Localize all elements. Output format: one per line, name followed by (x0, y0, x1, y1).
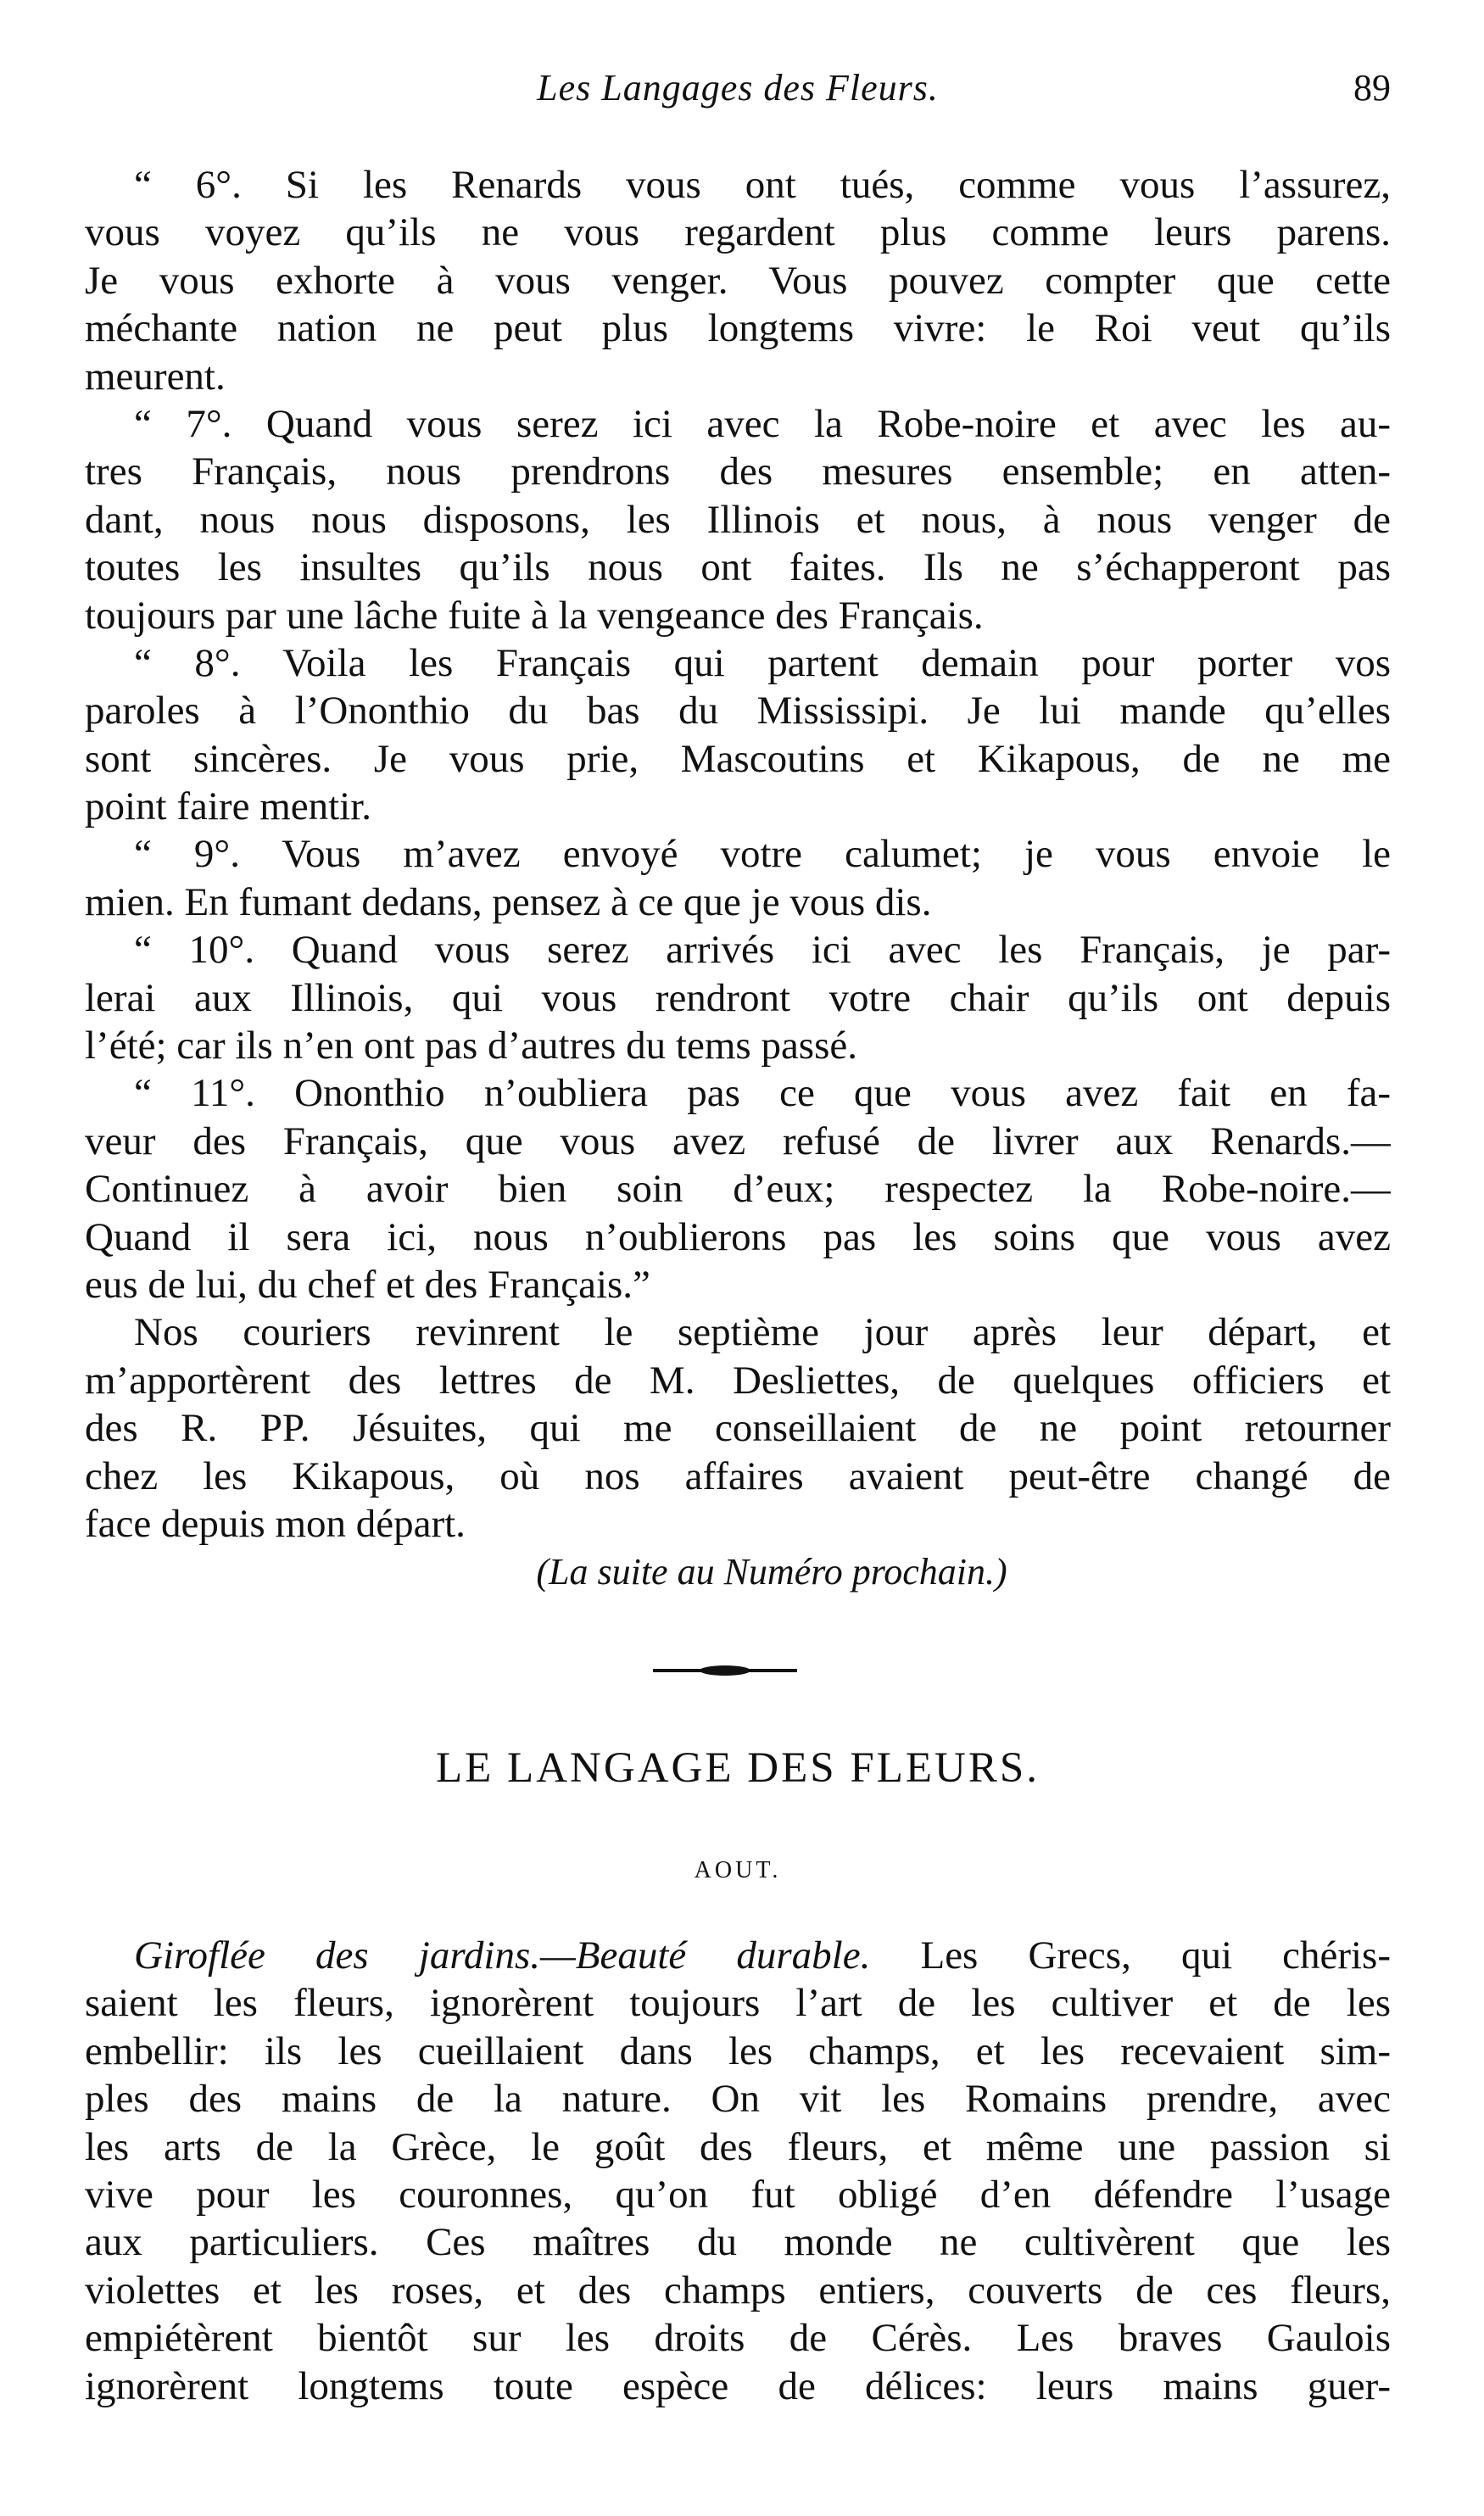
text-line: des R. PP. Jésuites, qui me conseillaient de ne point retourner (85, 1406, 1391, 1451)
text-line: Continuez à avoir bien soin d’eux; respectez la Robe-noire.— (85, 1167, 1391, 1212)
text-line: point faire mentir. (85, 784, 372, 829)
text-line: ignorèrent longtems toute espèce de délices: leurs mains guer- (85, 2363, 1391, 2408)
text-line: saient les fleurs, ignorèrent toujours l’art de les cultiver et de les (85, 1981, 1391, 2026)
text-line: eus de lui, du chef et des Français.” (85, 1262, 650, 1307)
text-line: aux particuliers. Ces maîtres du monde ne cultivèrent que les (85, 2220, 1391, 2265)
text-line: face depuis mon départ. (85, 1501, 466, 1546)
flower-heading: Giroflée des jardins.—Beauté durable. (134, 1933, 871, 1978)
text-line-rest: Les Grecs, qui chéris- (870, 1933, 1391, 1978)
text-line: paroles à l’Ononthio du bas du Mississipi. Je lui mande qu’elles (85, 689, 1391, 734)
text-line: toutes les insultes qu’ils nous ont faites. Ils ne s’échapperont pas (85, 545, 1391, 590)
text-line: vous voyez qu’ils ne vous regardent plus comme leurs parens. (85, 210, 1391, 255)
article-body-continued (85, 161, 1391, 1548)
text-line: veur des Français, que vous avez refusé de livrer aux Renards.— (85, 1119, 1391, 1163)
text-line: “ 7°. Quand vous serez ici avec la Robe-noire et avec les au- (134, 401, 1391, 446)
text-line: “ 10°. Quand vous serez arrivés ici avec les Français, je par- (134, 928, 1391, 973)
section-subtitle-month: AOUT. (694, 1857, 782, 1883)
text-line: mien. En fumant dedans, pensez à ce que je vous dis. (85, 879, 932, 924)
text-line: meurent. (85, 354, 226, 399)
section-title: LE LANGAGE DES FLEURS. (436, 1744, 1040, 1792)
text-line: “ 9°. Vous m’avez envoyé votre calumet; je vous envoie le (134, 832, 1391, 877)
page-number: 89 (1353, 67, 1391, 109)
text-line: toujours par une lâche fuite à la vengeance des Français. (85, 593, 984, 638)
text-line: ples des mains de la nature. On vit les Romains prendre, avec (85, 2077, 1391, 2122)
text-line: “ 6°. Si les Renards vous ont tués, comme vous l’assurez, (134, 163, 1391, 207)
text-line: l’été; car ils n’en ont pas d’autres du tems passé. (85, 1024, 857, 1068)
text-line: m’apportèrent des lettres de M. Desliettes, de quelques officiers et (85, 1358, 1391, 1403)
ornamental-divider (653, 1664, 797, 1677)
text-line: Quand il sera ici, nous n’oublierons pas les soins que vous avez (85, 1214, 1391, 1259)
text-line: dant, nous nous disposons, les Illinois et nous, à nous venger de (85, 497, 1391, 542)
running-head (85, 66, 1391, 117)
text-line: tres Français, nous prendrons des mesures ensemble; en atten- (85, 449, 1391, 494)
text-line (85, 1932, 1391, 1979)
text-line: embellir: ils les cueillaient dans les champs, et les recevaient sim- (85, 2028, 1391, 2073)
article-body-flowers (85, 1932, 1391, 2410)
text-line: vive pour les couronnes, qu’on fut obligé d’en défendre l’usage (85, 2172, 1391, 2217)
continuation-note: (La suite au Numéro prochain.) (536, 1551, 1007, 1593)
text-line: “ 11°. Ononthio n’oubliera pas ce que vous avez fait en fa- (134, 1071, 1391, 1116)
text-line: Nos couriers revinrent le septième jour après leur départ, et (134, 1310, 1391, 1355)
running-title: Les Langages des Fleurs. (537, 67, 939, 109)
text-line: “ 8°. Voila les Français qui partent demain pour porter vos (134, 640, 1391, 685)
text-line: Je vous exhorte à vous venger. Vous pouvez compter que cette (85, 258, 1391, 303)
text-line: méchante nation ne peut plus longtems vivre: le Roi veut qu’ils (85, 306, 1391, 351)
text-line: empiétèrent bientôt sur les droits de Cérès. Les braves Gaulois (85, 2316, 1391, 2361)
text-line: chez les Kikapous, où nos affaires avaient peut-être changé de (85, 1453, 1391, 1498)
text-line: violettes et les roses, et des champs entiers, couverts de ces fleurs, (85, 2268, 1391, 2312)
text-line: sont sincères. Je vous prie, Mascoutins et Kikapous, de ne me (85, 736, 1391, 781)
text-line: les arts de la Grèce, le goût des fleurs, et même une passion si (85, 2124, 1391, 2169)
text-line: lerai aux Illinois, qui vous rendront votre chair qu’ils ont depuis (85, 975, 1391, 1020)
